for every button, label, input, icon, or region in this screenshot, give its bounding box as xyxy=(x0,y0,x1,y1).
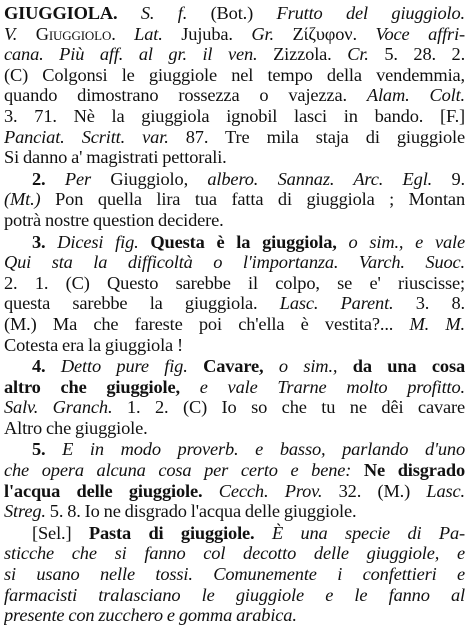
text-segment: S. f. xyxy=(117,3,211,23)
text-segment: 1. 2. (C) Io so che tu ne dêi cavare xyxy=(126,397,465,418)
text-line xyxy=(4,356,465,377)
text-segment: Panciat. Scritt. var. xyxy=(4,126,186,147)
text-line xyxy=(4,543,465,564)
text-line xyxy=(4,564,465,585)
text-segment: (Bot.) xyxy=(210,3,277,23)
text-line xyxy=(4,273,465,294)
text-segment: Pasta di giuggiole. xyxy=(88,522,272,543)
sense-3-paragraph xyxy=(4,232,465,356)
text-segment: o sim., e vale xyxy=(348,231,465,252)
text-segment: o sim., xyxy=(278,356,353,377)
text-segment: 3. 8. xyxy=(415,293,465,314)
text-line xyxy=(4,585,465,606)
text-line xyxy=(4,210,465,231)
text-segment: Salv. Granch. xyxy=(4,397,127,418)
text-segment: 32. (M.) xyxy=(338,480,427,501)
text-line xyxy=(4,439,465,460)
text-line xyxy=(4,501,465,522)
text-line xyxy=(4,460,465,481)
text-segment: 9. xyxy=(451,168,465,189)
text-line xyxy=(4,293,465,314)
text-line xyxy=(4,523,465,544)
text-segment: da una cosa xyxy=(352,356,465,377)
entry-definition xyxy=(4,3,465,168)
text-line xyxy=(4,481,465,502)
text-segment: Detto pure fig. xyxy=(60,356,204,377)
sense-5-paragraph xyxy=(4,439,465,521)
text-segment: V. xyxy=(4,23,36,44)
text-segment: questa sarebbe la giuggiola. xyxy=(4,293,280,314)
text-segment: Cecch. Prov. xyxy=(218,480,339,501)
text-line xyxy=(4,377,465,398)
text-segment: quando dimostrano rossezza o vajezza. xyxy=(4,85,367,106)
text-line xyxy=(4,252,465,273)
text-segment: Jujuba. xyxy=(181,23,252,44)
text-line xyxy=(4,314,465,335)
text-segment: 3. xyxy=(32,231,58,252)
text-segment: 5. xyxy=(32,439,63,460)
text-segment: Streg. xyxy=(4,501,50,522)
dictionary-page xyxy=(4,3,465,626)
text-line xyxy=(4,605,465,626)
text-line xyxy=(4,127,465,148)
text-segment: Pon quella lira tua fatta di giuggiola ; Montan xyxy=(55,189,465,210)
text-segment: Altro che giuggiole. xyxy=(4,417,148,438)
text-line xyxy=(4,335,465,356)
text-segment: Voce affri- xyxy=(375,23,465,44)
text-segment: 5. 8. Io ne disgrado l'acqua delle giuggiole. xyxy=(49,501,357,522)
text-line xyxy=(4,397,465,418)
text-segment: 4. xyxy=(32,356,61,377)
text-segment: Si danno a' magistrati pettorali. xyxy=(4,147,227,168)
text-segment: che opera alcuna cosa per certo e bene: xyxy=(4,460,364,481)
text-line xyxy=(4,418,465,439)
text-segment: l'acqua delle giuggiole. xyxy=(4,480,219,501)
text-line xyxy=(4,24,465,45)
text-segment: Zizzola. xyxy=(273,44,348,65)
text-segment: Giuggiolo. xyxy=(35,23,116,44)
text-line xyxy=(4,106,465,127)
text-segment: Questa è la giuggiola, xyxy=(150,231,349,252)
text-segment: Qui sta la difficoltà o l'importanza. Varch. Suoc. xyxy=(4,252,465,273)
text-segment: 2. xyxy=(32,168,65,189)
text-line xyxy=(4,3,465,24)
text-segment: Lat. xyxy=(115,23,182,44)
text-segment: Ne disgrado xyxy=(363,460,465,481)
text-segment: È una specie di Pa- xyxy=(271,522,465,543)
text-segment: Dicesi fig. xyxy=(57,231,151,252)
text-segment: Gr. xyxy=(251,23,293,44)
text-line xyxy=(4,189,465,210)
sense-4-paragraph xyxy=(4,356,465,438)
text-line xyxy=(4,65,465,86)
text-segment: presente con zucchero e gomma arabica. xyxy=(4,605,297,626)
text-segment: altro che giuggiole, xyxy=(4,376,200,397)
text-segment: Cavare, xyxy=(203,356,279,377)
sense-2-paragraph xyxy=(4,169,465,231)
text-segment: M. M. xyxy=(409,313,465,334)
text-line xyxy=(4,147,465,168)
text-segment: 3. 71. Nè la giuggiola ignobil lasci in bando. [F.] xyxy=(4,105,465,126)
text-segment: GIUGGIOLA. xyxy=(4,3,118,23)
sel-paragraph xyxy=(4,523,465,626)
text-segment: Frutto del giuggiolo. xyxy=(276,3,465,23)
text-segment: Lasc. Parent. xyxy=(279,293,416,314)
text-segment: [Sel.] xyxy=(32,522,89,543)
text-segment: (C) Colgonsi le giuggiole nel tempo della vendemmia, xyxy=(4,64,465,85)
text-segment: Cr. xyxy=(347,44,385,65)
text-segment: albero. Sannaz. Arc. Egl. xyxy=(207,168,452,189)
text-segment: cana. Più aff. al gr. il ven. xyxy=(4,44,274,65)
text-segment: Per xyxy=(64,168,111,189)
text-segment: 5. 28. 2. xyxy=(384,44,465,65)
text-segment: E in modo proverb. e basso, parlando d'uno xyxy=(62,439,465,460)
text-segment: Giuggiolo, xyxy=(110,168,208,189)
text-segment: 87. Tre mila staja di giuggiole xyxy=(185,126,465,147)
text-segment: potrà nostre question decidere. xyxy=(4,209,224,230)
text-line xyxy=(4,169,465,190)
text-segment: Cotesta era la giuggiola ! xyxy=(4,334,183,355)
text-line xyxy=(4,232,465,253)
text-segment: Alam. Colt. xyxy=(366,85,465,106)
text-line xyxy=(4,85,465,106)
text-segment: (M.) Ma che fareste poi ch'ella è vestita?... xyxy=(4,313,410,334)
text-segment: sticche che si fanno col decotto delle giuggiole, e xyxy=(4,543,465,564)
text-segment: (Mt.) xyxy=(4,189,56,210)
text-segment: Ζίζυφον. xyxy=(292,23,376,44)
text-segment: si usano nelle tossi. Comunemente i confettieri e xyxy=(4,564,465,585)
text-segment: farmacisti tralasciano le giuggiole e le fanno al xyxy=(4,584,465,605)
text-line xyxy=(4,44,465,65)
text-segment: e vale Trarne molto profitto. xyxy=(199,376,465,397)
text-segment: Lasc. xyxy=(426,480,465,501)
text-segment: 2. 1. (C) Questo sarebbe il colpo, se e' riuscisse; xyxy=(4,272,465,293)
